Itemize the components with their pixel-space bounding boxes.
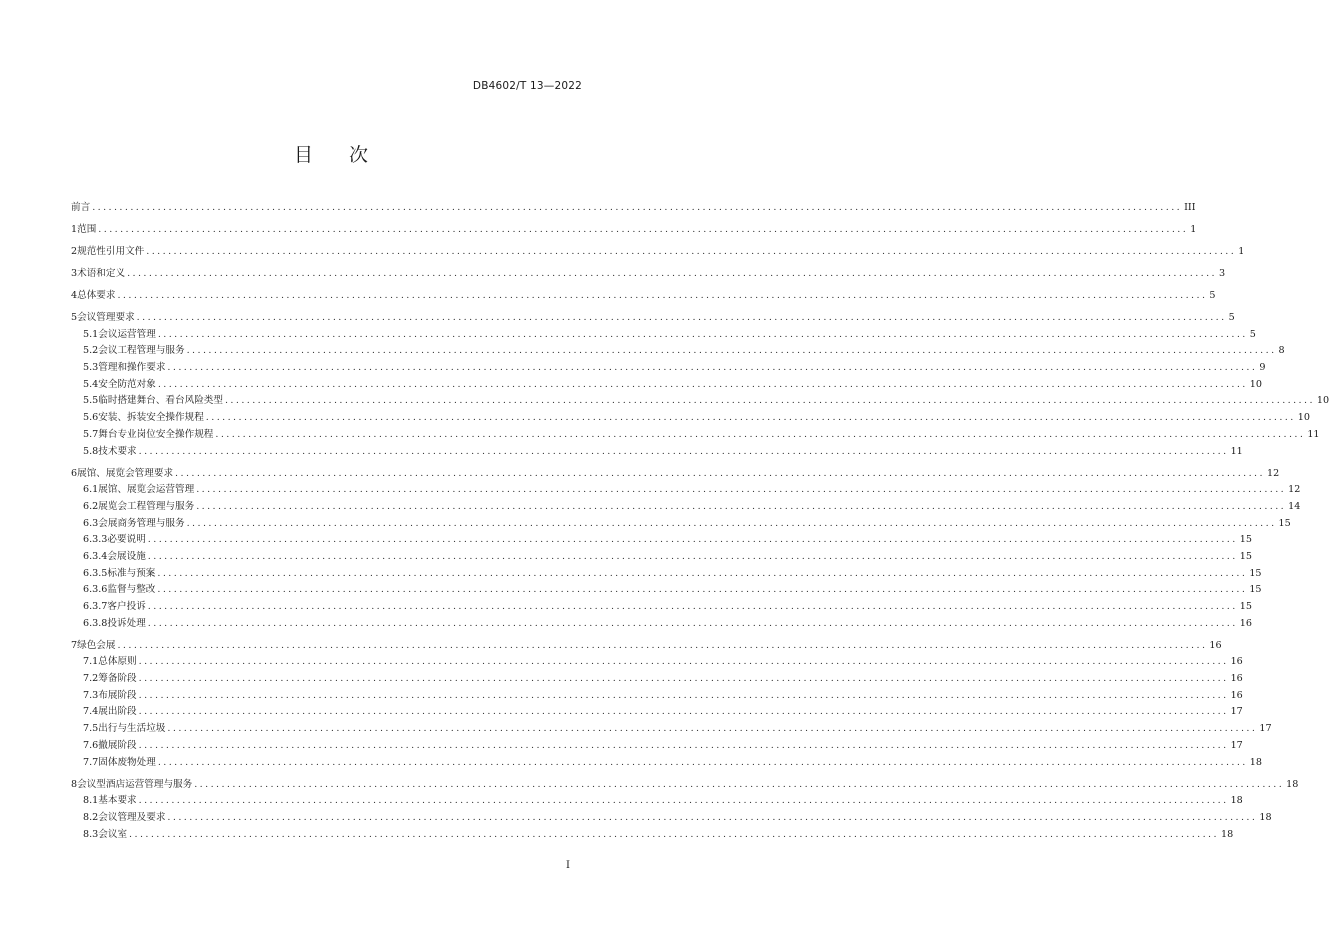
toc-entry-page: 10 bbox=[1249, 378, 1262, 390]
toc-entry-label: 会展商务管理与服务 bbox=[98, 517, 185, 529]
toc-entry-number: 6.3.4 bbox=[83, 550, 108, 562]
toc-entry-label: 总体原则 bbox=[98, 656, 137, 668]
toc-entry-page: 10 bbox=[1297, 412, 1310, 424]
toc-entry-label: 撤展阶段 bbox=[98, 739, 137, 751]
toc-entry[interactable] bbox=[71, 201, 1196, 214]
toc-entry-label: 管理和操作要求 bbox=[98, 362, 166, 374]
toc-leader-dots: ........................................................................................................................................................................................................ bbox=[186, 345, 1277, 357]
toc-leader-dots: ........................................................................................................................................................................................................ bbox=[138, 656, 1229, 668]
toc-entry[interactable] bbox=[71, 705, 1243, 718]
toc-entry-number: 6.1 bbox=[83, 484, 99, 496]
toc-entry-number: 5.7 bbox=[83, 428, 99, 440]
toc-entry-page: III bbox=[1184, 202, 1196, 213]
toc-entry-label: 投诉处理 bbox=[107, 617, 146, 629]
toc-entry-number: 8.1 bbox=[83, 795, 99, 807]
toc-entry[interactable] bbox=[71, 428, 1320, 441]
toc-entry[interactable] bbox=[71, 467, 1280, 480]
toc-leader-dots: ........................................................................................................................................................................................................ bbox=[157, 378, 1248, 390]
toc-entry-label: 展馆、展览会运营管理 bbox=[98, 484, 195, 496]
toc-entry[interactable] bbox=[71, 600, 1252, 613]
toc-entry-label: 会议型酒店运营管理与服务 bbox=[77, 778, 193, 790]
toc-entry-label: 会议室 bbox=[98, 828, 128, 840]
toc-entry-number: 5.3 bbox=[83, 362, 99, 374]
toc-entry-number: 5.2 bbox=[83, 345, 99, 357]
toc-entry-number: 6.2 bbox=[83, 500, 99, 512]
toc-entry-number: 5.4 bbox=[83, 378, 99, 390]
toc-entry-label: 术语和定义 bbox=[77, 268, 126, 279]
table-of-contents bbox=[71, 201, 1329, 841]
toc-leader-dots: ........................................................................................................................................................................................................ bbox=[196, 484, 1287, 496]
toc-entry-label: 范围 bbox=[77, 224, 97, 235]
toc-leader-dots: ........................................................................................................................................................................................................ bbox=[147, 601, 1238, 612]
toc-entry-label: 出行与生活垃圾 bbox=[98, 723, 166, 735]
toc-entry-number: 7.7 bbox=[83, 756, 99, 768]
toc-entry-page: 10 bbox=[1316, 395, 1329, 407]
toc-entry-page: 18 bbox=[1230, 795, 1243, 807]
toc-entry[interactable] bbox=[71, 517, 1291, 530]
toc-leader-dots: ........................................................................................................................................................................................................ bbox=[146, 246, 1237, 257]
toc-entry[interactable] bbox=[71, 828, 1234, 841]
toc-entry[interactable] bbox=[71, 583, 1262, 596]
toc-entry-label: 会展设施 bbox=[107, 550, 146, 562]
toc-entry-number: 7.3 bbox=[83, 689, 99, 701]
toc-entry[interactable] bbox=[71, 311, 1235, 324]
toc-entry[interactable] bbox=[71, 778, 1299, 791]
toc-entry-label: 展览会工程管理与服务 bbox=[98, 500, 195, 512]
toc-entry-number: 2 bbox=[71, 246, 78, 257]
toc-entry-page: 5 bbox=[1249, 328, 1256, 340]
toc-entry-page: 3 bbox=[1219, 268, 1226, 279]
toc-entry-number: 1 bbox=[71, 224, 78, 235]
toc-entry-label: 标准与预案 bbox=[107, 567, 156, 579]
toc-entry-page: 15 bbox=[1249, 584, 1262, 596]
toc-entry-number: 6.3.7 bbox=[83, 601, 108, 612]
toc-entry-label: 会议运营管理 bbox=[98, 328, 156, 340]
toc-leader-dots: ........................................................................................................................................................................................................ bbox=[157, 584, 1248, 596]
toc-entry-page: 17 bbox=[1230, 739, 1243, 751]
toc-leader-dots: ........................................................................................................................................................................................................ bbox=[129, 828, 1219, 840]
toc-entry-number: 6.3.3 bbox=[83, 534, 108, 546]
toc-entry-page: 5 bbox=[1209, 290, 1216, 301]
toc-entry-label: 会议管理要求 bbox=[77, 312, 135, 323]
toc-entry[interactable] bbox=[71, 378, 1262, 391]
toc-entry[interactable] bbox=[71, 289, 1216, 302]
toc-entry[interactable] bbox=[71, 394, 1329, 407]
toc-entry-label: 技术要求 bbox=[98, 445, 137, 457]
toc-entry[interactable] bbox=[71, 267, 1226, 280]
toc-entry[interactable] bbox=[71, 811, 1272, 824]
toc-entry[interactable] bbox=[71, 567, 1262, 580]
toc-leader-dots: ........................................................................................................................................................................................................ bbox=[117, 639, 1208, 651]
toc-entry-number: 7.1 bbox=[83, 656, 99, 668]
toc-entry-number: 6.3.8 bbox=[83, 617, 108, 629]
toc-entry-label: 绿色会展 bbox=[77, 639, 116, 651]
toc-entry[interactable] bbox=[71, 245, 1245, 258]
toc-entry[interactable] bbox=[71, 533, 1252, 546]
toc-leader-dots: ........................................................................................................................................................................................................ bbox=[138, 795, 1229, 807]
toc-entry-page: 17 bbox=[1230, 706, 1243, 718]
toc-leader-dots: ........................................................................................................................................................................................................ bbox=[138, 689, 1229, 701]
toc-entry-page: 16 bbox=[1230, 689, 1243, 701]
toc-entry-number: 6.3 bbox=[83, 517, 99, 529]
toc-entry-page: 16 bbox=[1239, 617, 1252, 629]
toc-entry-label: 监督与整改 bbox=[107, 584, 156, 596]
toc-entry[interactable] bbox=[71, 617, 1252, 630]
toc-entry-page: 18 bbox=[1249, 756, 1262, 768]
toc-leader-dots: ........................................................................................................................................................................................................ bbox=[157, 567, 1248, 579]
toc-entry[interactable] bbox=[71, 500, 1301, 513]
toc-leader-dots: ........................................................................................................................................................................................................ bbox=[147, 550, 1238, 562]
toc-leader-dots: ........................................................................................................................................................................................................ bbox=[175, 467, 1265, 479]
toc-leader-dots: ........................................................................................................................................................................................................ bbox=[196, 500, 1287, 512]
toc-entry-page: 1 bbox=[1190, 224, 1197, 235]
page-title bbox=[0, 140, 662, 167]
toc-entry[interactable] bbox=[71, 639, 1222, 652]
toc-entry-number: 6 bbox=[71, 467, 78, 479]
toc-entry[interactable] bbox=[71, 361, 1266, 374]
toc-entry[interactable] bbox=[71, 445, 1243, 458]
toc-entry-label: 规范性引用文件 bbox=[77, 246, 145, 257]
toc-entry-page: 15 bbox=[1239, 601, 1252, 612]
toc-entry-label: 前言 bbox=[71, 202, 91, 213]
toc-leader-dots: ........................................................................................................................................................................................................ bbox=[215, 428, 1306, 440]
toc-entry-number: 5 bbox=[71, 312, 78, 323]
toc-entry-label: 临时搭建舞台、看台风险类型 bbox=[98, 395, 223, 407]
toc-leader-dots: ........................................................................................................................................................................................................ bbox=[167, 811, 1258, 823]
toc-entry-number: 5.5 bbox=[83, 395, 99, 407]
toc-entry[interactable] bbox=[71, 344, 1285, 357]
toc-entry-page: 5 bbox=[1228, 312, 1235, 323]
toc-entry-number: 8.3 bbox=[83, 828, 99, 840]
toc-entry-page: 11 bbox=[1230, 445, 1243, 457]
toc-leader-dots: ........................................................................................................................................................................................................ bbox=[136, 312, 1227, 323]
title-char-1: 目 bbox=[293, 144, 313, 166]
toc-leader-dots: ........................................................................................................................................................................................................ bbox=[224, 395, 1315, 407]
toc-entry[interactable] bbox=[71, 223, 1197, 236]
toc-entry-page: 16 bbox=[1230, 656, 1243, 668]
toc-entry[interactable] bbox=[71, 328, 1256, 341]
toc-entry-number: 7.6 bbox=[83, 739, 99, 751]
toc-leader-dots: ........................................................................................................................................................................................................ bbox=[147, 534, 1238, 546]
toc-leader-dots: ........................................................................................................................................................................................................ bbox=[194, 778, 1285, 790]
toc-entry-label: 筹备阶段 bbox=[98, 673, 137, 685]
toc-entry[interactable] bbox=[71, 722, 1272, 735]
toc-entry-page: 17 bbox=[1259, 723, 1272, 735]
toc-leader-dots: ........................................................................................................................................................................................................ bbox=[186, 517, 1277, 529]
toc-entry[interactable] bbox=[71, 689, 1243, 702]
toc-entry-number: 5.8 bbox=[83, 445, 99, 457]
toc-entry[interactable] bbox=[71, 794, 1243, 807]
toc-leader-dots: ........................................................................................................................................................................................................ bbox=[127, 268, 1217, 279]
toc-entry-label: 舞台专业岗位安全操作规程 bbox=[98, 428, 214, 440]
toc-entry[interactable] bbox=[71, 550, 1252, 563]
toc-entry[interactable] bbox=[71, 672, 1243, 685]
toc-entry[interactable] bbox=[71, 739, 1243, 752]
toc-entry-label: 固体废物处理 bbox=[98, 756, 156, 768]
toc-entry-page: 14 bbox=[1288, 500, 1301, 512]
toc-leader-dots: ........................................................................................................................................................................................................ bbox=[157, 328, 1248, 340]
toc-entry-label: 安装、拆装安全操作规程 bbox=[98, 412, 204, 424]
toc-entry[interactable] bbox=[71, 411, 1310, 424]
toc-leader-dots: ........................................................................................................................................................................................................ bbox=[92, 202, 1183, 213]
toc-entry-label: 必要说明 bbox=[107, 534, 146, 546]
toc-entry-page: 15 bbox=[1278, 517, 1291, 529]
toc-entry-page: 11 bbox=[1307, 428, 1320, 440]
toc-entry-page: 9 bbox=[1259, 362, 1266, 374]
toc-entry-number: 7 bbox=[71, 639, 78, 651]
toc-entry-label: 展出阶段 bbox=[98, 706, 137, 718]
toc-entry-number: 5.6 bbox=[83, 412, 99, 424]
toc-entry-page: 18 bbox=[1286, 778, 1299, 790]
toc-leader-dots: ........................................................................................................................................................................................................ bbox=[157, 756, 1248, 768]
toc-leader-dots: ........................................................................................................................................................................................................ bbox=[138, 706, 1229, 718]
toc-leader-dots: ........................................................................................................................................................................................................ bbox=[167, 362, 1258, 374]
toc-leader-dots: ........................................................................................................................................................................................................ bbox=[147, 617, 1238, 629]
toc-entry-number: 7.4 bbox=[83, 706, 99, 718]
toc-entry-label: 布展阶段 bbox=[98, 689, 137, 701]
toc-leader-dots: ........................................................................................................................................................................................................ bbox=[138, 673, 1229, 685]
toc-entry-number: 8 bbox=[71, 778, 78, 790]
toc-entry-page: 8 bbox=[1278, 345, 1285, 357]
page-number: I bbox=[566, 860, 570, 871]
toc-entry-label: 会议管理及要求 bbox=[98, 811, 166, 823]
toc-entry-page: 15 bbox=[1239, 550, 1252, 562]
toc-entry-number: 6.3.5 bbox=[83, 567, 108, 579]
toc-leader-dots: ........................................................................................................................................................................................................ bbox=[205, 412, 1296, 424]
toc-entry-page: 12 bbox=[1266, 467, 1280, 479]
toc-entry-page: 1 bbox=[1238, 246, 1245, 257]
document-id: DB4602/T 13—2022 bbox=[472, 80, 582, 92]
toc-entry-page: 16 bbox=[1209, 639, 1222, 651]
toc-entry-number: 7.5 bbox=[83, 723, 99, 735]
toc-entry-page: 18 bbox=[1259, 811, 1272, 823]
toc-entry-number: 8.2 bbox=[83, 811, 99, 823]
toc-entry-label: 会议工程管理与服务 bbox=[98, 345, 185, 357]
toc-entry[interactable] bbox=[71, 756, 1262, 769]
toc-entry-number: 7.2 bbox=[83, 673, 99, 685]
toc-entry-number: 3 bbox=[71, 268, 78, 279]
toc-leader-dots: ........................................................................................................................................................................................................ bbox=[98, 224, 1189, 235]
toc-entry-label: 总体要求 bbox=[77, 290, 116, 301]
toc-entry-page: 15 bbox=[1239, 534, 1252, 546]
toc-entry-page: 12 bbox=[1288, 484, 1301, 496]
title-char-2: 次 bbox=[349, 144, 369, 166]
toc-entry[interactable] bbox=[71, 655, 1243, 668]
toc-leader-dots: ........................................................................................................................................................................................................ bbox=[167, 723, 1258, 735]
toc-entry-label: 展馆、展览会管理要求 bbox=[77, 467, 174, 479]
toc-entry[interactable] bbox=[71, 483, 1301, 496]
toc-entry-label: 客户投诉 bbox=[107, 601, 146, 612]
toc-entry-label: 基本要求 bbox=[98, 795, 137, 807]
toc-leader-dots: ........................................................................................................................................................................................................ bbox=[138, 445, 1229, 457]
toc-entry-number: 5.1 bbox=[83, 328, 99, 340]
toc-entry-page: 15 bbox=[1249, 567, 1262, 579]
toc-leader-dots: ........................................................................................................................................................................................................ bbox=[117, 290, 1208, 301]
toc-entry-number: 6.3.6 bbox=[83, 584, 108, 596]
toc-entry-page: 18 bbox=[1220, 828, 1234, 840]
toc-entry-number: 4 bbox=[71, 290, 78, 301]
toc-leader-dots: ........................................................................................................................................................................................................ bbox=[138, 739, 1229, 751]
toc-entry-page: 16 bbox=[1230, 673, 1243, 685]
toc-entry-label: 安全防范对象 bbox=[98, 378, 156, 390]
